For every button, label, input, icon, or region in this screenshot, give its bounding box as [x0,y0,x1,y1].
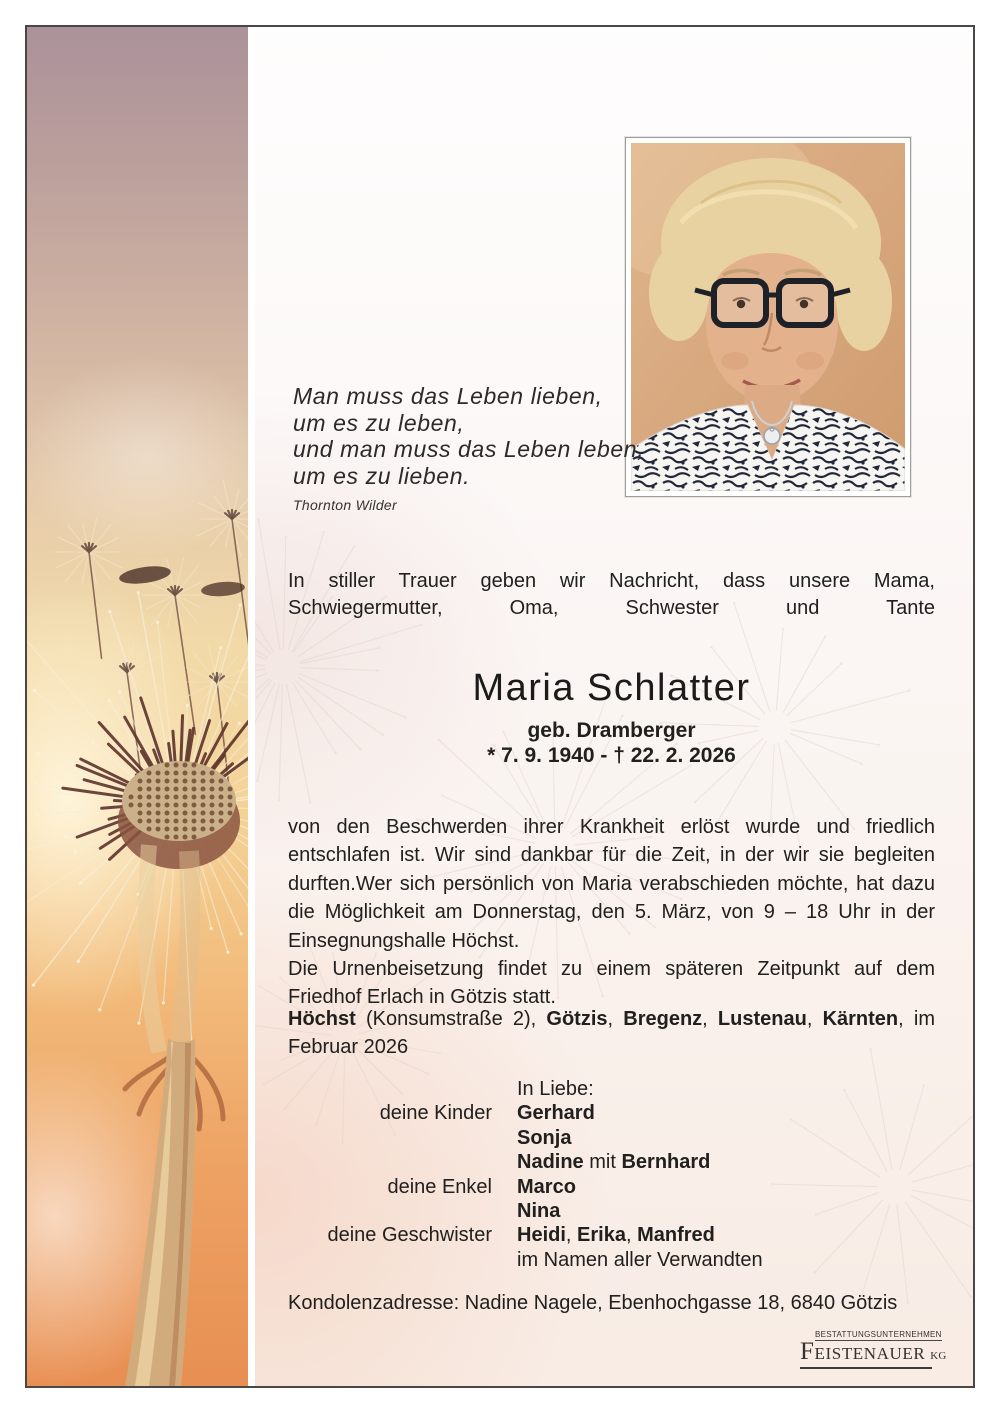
family-relation-label: deine Enkel [387,1175,492,1198]
funeral-home-logo [800,1324,947,1369]
family-names: In Liebe: [517,1078,594,1100]
family-relation-label [288,1126,517,1150]
funeral-home-category: BESTATTUNGSUNTERNEHMEN [815,1330,942,1339]
family-names: Marco [517,1175,576,1198]
quote-attribution: Thornton Wilder [293,497,397,513]
family-names: Sonja [517,1126,572,1149]
obituary-paragraph: Die Urnenbeisetzung findet zu einem späteren Zeitpunkt auf dem Friedhof Erlach in Götzis statt. [288,958,935,1009]
family-relation-label [288,1077,517,1101]
family-relation-label [288,1150,517,1174]
family-row [288,1175,935,1199]
family-relation-label [288,1248,517,1272]
funeral-home-suffix: KG [930,1350,947,1362]
memorial-card [25,25,975,1388]
family-row [288,1223,935,1247]
family-row [288,1101,935,1125]
family-names: Nadine mit Bernhard [517,1151,711,1174]
life-dates: * 7. 9. 1940 - † 22. 2. 2026 [487,744,736,767]
content-area [255,27,973,1386]
quote-block [293,383,653,519]
family-names: im Namen aller Verwandten [517,1248,763,1271]
family-row [288,1077,935,1101]
quote-line: um es zu leben, [293,409,465,436]
family-names: Gerhard [517,1102,595,1125]
quote-line: Man muss das Leben lieben, [293,383,603,409]
deceased-block [288,667,935,769]
family-relation-label: deine Geschwister [327,1224,492,1247]
places-line: Höchst (Konsumstraße 2), Götzis, Bregenz, Lustenau, Kärnten, im Februar 2026 [288,1008,935,1059]
maiden-name: geb. Dramberger [527,719,696,742]
deceased-name: Maria Schlatter [472,667,751,709]
obituary-text [288,813,935,1012]
portrait-image [631,143,905,491]
family-names: Nina [517,1200,561,1223]
announcement-text: In stiller Trauer geben wir Nachricht, dass unsere Mama, Schwiegermutter, Oma, Schwester und Tante [288,570,935,619]
funeral-home-name: FEISTENAUER KG [800,1342,932,1369]
family-list [288,1077,935,1272]
family-names: Heidi, Erika, Manfred [517,1224,715,1247]
quote-line: und man muss das Leben leben, [293,436,645,462]
family-row [288,1126,935,1150]
seed-head-cap [122,761,236,841]
family-row [288,1150,935,1174]
family-relation-label [288,1199,517,1223]
condolence-address: Kondolenzadresse: Nadine Nagele, Ebenhochgasse 18, 6840 Götzis [288,1292,898,1314]
family-row [288,1199,935,1223]
quote-line: um es zu lieben. [293,462,471,489]
dandelion-artwork [27,27,248,1386]
family-row [288,1248,935,1272]
dandelion-sunset-photo [27,27,255,1386]
family-relation-label: deine Kinder [379,1102,492,1125]
obituary-paragraph: von den Beschwerden ihrer Krankheit erlöst wurde und friedlich entschlafen ist. Wir sind dankbar für die Zeit, in der wir sie begleiten durften.Wer sich persönlich von Maria verabschieden möchte, hat dazu die Möglichkeit am Donnerstag, den 5. März, von 9 – 18 Uhr in der Einsegnungshalle Höchst. [288,816,935,952]
portrait-photo [625,137,911,497]
